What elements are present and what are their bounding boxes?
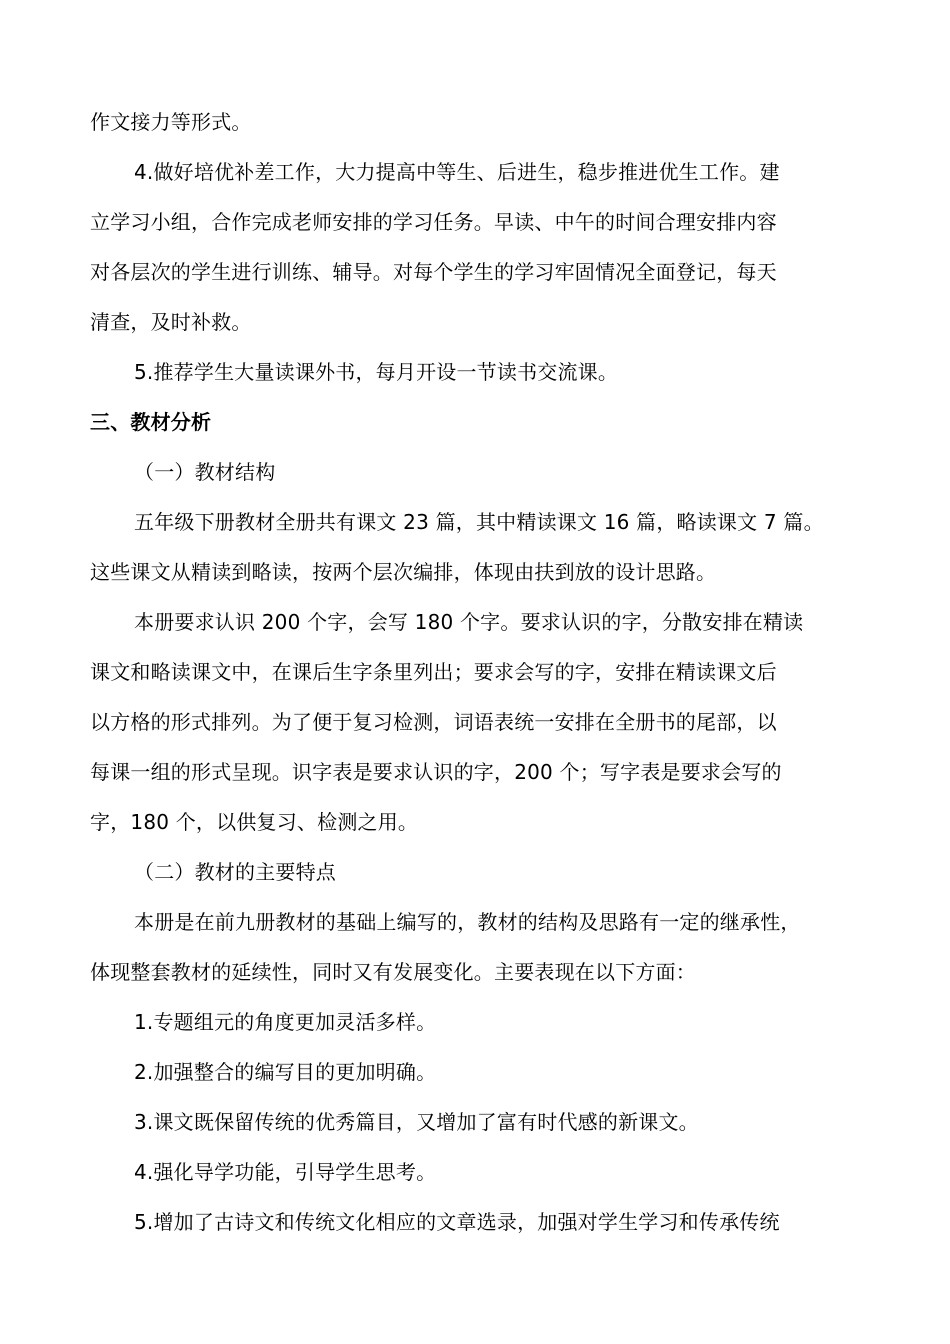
text-line: 对各层次的学生进行训练、辅导。对每个学生的学习牢固情况全面登记，每天 [90, 260, 777, 284]
text-line: 以方格的形式排列。为了便于复习检测，词语表统一安排在全册书的尾部，以 [90, 710, 777, 734]
text-line: 本册要求认识 200 个字，会写 180 个字。要求认识的字，分散安排在精读 [134, 610, 804, 634]
text-line: 体现整套教材的延续性，同时又有发展变化。主要表现在以下方面： [90, 960, 696, 984]
list-item: 1.专题组元的角度更加灵活多样。 [134, 1010, 437, 1034]
list-item: 2.加强整合的编写目的更加明确。 [134, 1060, 437, 1084]
subsection-heading: （一）教材结构 [134, 460, 276, 484]
section-heading: 三、教材分析 [90, 410, 212, 434]
text-line: 课文和略读课文中，在课后生字条里列出；要求会写的字，安排在精读课文后 [90, 660, 777, 684]
text-line: 五年级下册教材全册共有课文 23 篇，其中精读课文 16 篇，略读课文 7 篇。 [134, 510, 824, 534]
list-item: 4.强化导学功能，引导学生思考。 [134, 1160, 437, 1184]
text-line: 本册是在前九册教材的基础上编写的，教材的结构及思路有一定的继承性， [134, 910, 801, 934]
list-item: 3.课文既保留传统的优秀篇目，又增加了富有时代感的新课文。 [134, 1110, 699, 1134]
text-line: 立学习小组，合作完成老师安排的学习任务。早读、中午的时间合理安排内容 [90, 210, 777, 234]
list-item: 5.增加了古诗文和传统文化相应的文章选录，加强对学生学习和传承传统 [134, 1210, 780, 1234]
text-line: 5.推荐学生大量读课外书，每月开设一节读书交流课。 [134, 360, 619, 384]
text-line: 清查，及时补救。 [90, 310, 252, 334]
text-line: 每课一组的形式呈现。识字表是要求认识的字，200 个；写字表是要求会写的 [90, 760, 782, 784]
document-page [90, 97, 860, 1247]
subsection-heading: （二）教材的主要特点 [134, 860, 336, 884]
text-line: 4.做好培优补差工作，大力提高中等生、后进生，稳步推进优生工作。建 [134, 160, 780, 184]
text-line: 作文接力等形式。 [90, 110, 252, 134]
text-line: 这些课文从精读到略读，按两个层次编排，体现由扶到放的设计思路。 [90, 560, 717, 584]
text-line: 字，180 个，以供复习、检测之用。 [90, 810, 419, 834]
